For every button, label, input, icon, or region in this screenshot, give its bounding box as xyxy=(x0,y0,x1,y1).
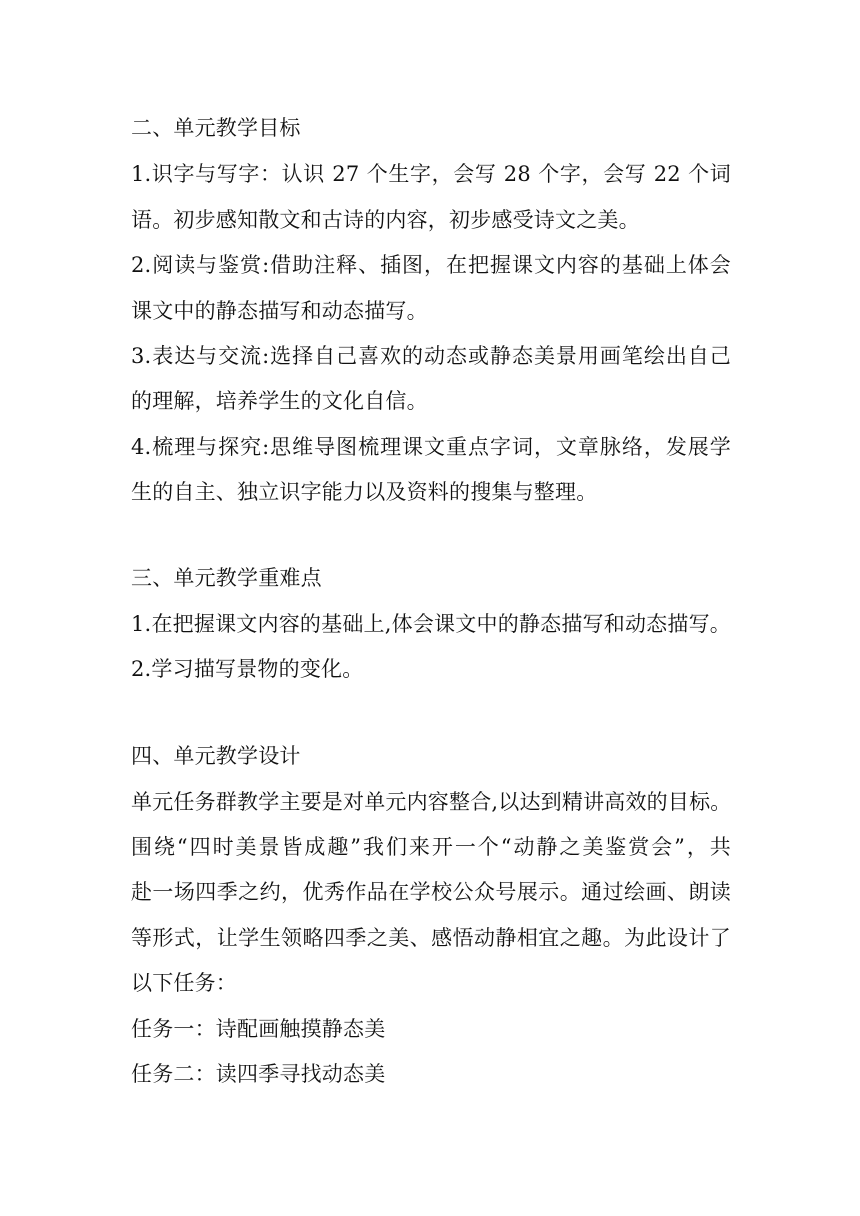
paragraph-line: 围绕“四时美景皆成趣”我们来开一个“动静之美鉴赏会”，共 xyxy=(131,835,731,859)
paragraph-line: 课文中的静态描写和动态描写。 xyxy=(131,299,428,323)
paragraph-line: 1.在把握课文内容的基础上,体会课文中的静态描写和动态描写。 xyxy=(131,612,731,636)
paragraph-line: 以下任务： xyxy=(131,971,237,995)
paragraph-line: 1.识字与写字：认识 27 个生字，会写 28 个字，会写 22 个词 xyxy=(131,162,731,186)
paragraph-line: 语。初步感知散文和古诗的内容，初步感受诗文之美。 xyxy=(131,208,640,232)
section-heading-key-points: 三、单元教学重难点 xyxy=(131,566,322,590)
paragraph-line: 赴一场四季之约，优秀作品在学校公众号展示。通过绘画、朗读 xyxy=(131,880,731,904)
task-item: 任务二：读四季寻找动态美 xyxy=(131,1062,386,1086)
paragraph-line: 3.表达与交流:选择自己喜欢的动态或静态美景用画笔绘出自己 xyxy=(131,344,731,368)
section-heading-design: 四、单元教学设计 xyxy=(131,744,301,768)
section-heading-goals: 二、单元教学目标 xyxy=(131,116,301,140)
task-item: 任务一：诗配画触摸静态美 xyxy=(131,1017,386,1041)
paragraph-line: 等形式，让学生领略四季之美、感悟动静相宜之趣。为此设计了 xyxy=(131,926,731,950)
paragraph-line: 2.学习描写景物的变化。 xyxy=(131,657,364,681)
paragraph-line: 的理解，培养学生的文化自信。 xyxy=(131,389,428,413)
paragraph-line: 2.阅读与鉴赏:借助注释、插图，在把握课文内容的基础上体会 xyxy=(131,253,731,277)
paragraph-line: 单元任务群教学主要是对单元内容整合,以达到精讲高效的目标。 xyxy=(131,790,732,814)
paragraph-line: 4.梳理与探究:思维导图梳理课文重点字词，文章脉络，发展学 xyxy=(131,435,731,459)
paragraph-line: 生的自主、独立识字能力以及资料的搜集与整理。 xyxy=(131,480,598,504)
